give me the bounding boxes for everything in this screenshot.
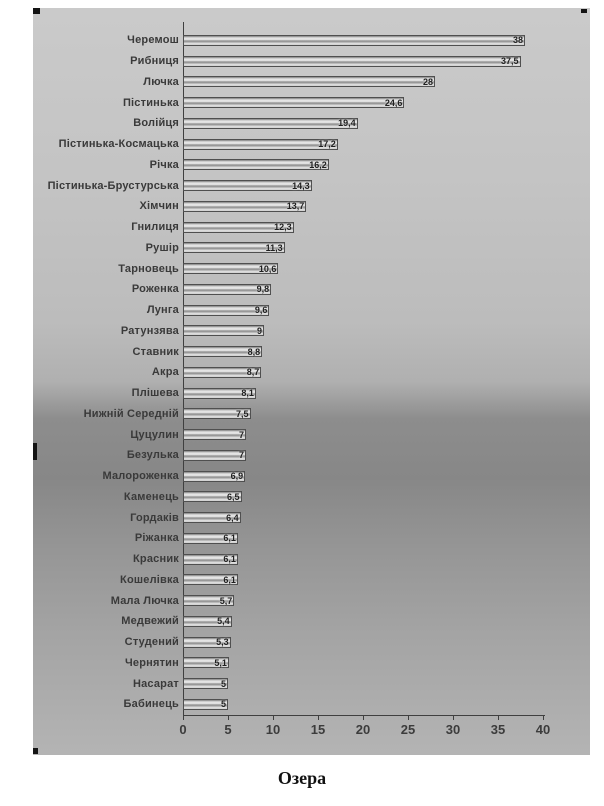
bar <box>183 56 521 67</box>
bar <box>183 97 404 108</box>
value-label: 6,1 <box>223 574 236 585</box>
bar-zone <box>183 35 545 46</box>
bar <box>183 242 285 253</box>
bar-zone <box>183 408 545 419</box>
bar <box>183 533 238 544</box>
bar-row <box>33 590 545 611</box>
bar-row <box>33 487 545 508</box>
category-label: Рушір <box>145 241 179 254</box>
value-label: 10,6 <box>258 263 277 274</box>
category-label: Безулька <box>126 449 179 462</box>
bar-zone <box>183 595 545 606</box>
bar-row <box>33 445 545 466</box>
bar <box>183 201 306 212</box>
category-label: Гнилиця <box>131 221 179 234</box>
bar <box>183 408 251 419</box>
bar-row <box>33 134 545 155</box>
bar-zone <box>183 263 545 274</box>
bar <box>183 284 271 295</box>
x-axis-line <box>183 715 545 716</box>
value-label: 13,7 <box>286 201 305 212</box>
bar-zone <box>183 512 545 523</box>
bar <box>183 305 269 316</box>
x-tick-label: 30 <box>445 722 461 737</box>
category-label: Пістинька <box>122 96 179 109</box>
bar-zone <box>183 637 545 648</box>
chart-caption: Озера <box>277 768 327 788</box>
value-label: 6,1 <box>223 533 236 544</box>
value-label: 9 <box>256 325 262 336</box>
x-tick <box>453 715 454 720</box>
value-label: 7 <box>238 429 244 440</box>
category-label: Лунга <box>146 304 179 317</box>
bar-row <box>33 51 545 72</box>
bar <box>183 429 246 440</box>
bar-row <box>33 549 545 570</box>
bar-row <box>33 383 545 404</box>
category-label: Пістинька-Космацька <box>58 138 179 151</box>
bar-row <box>33 632 545 653</box>
bar-row <box>33 362 545 383</box>
bar <box>183 388 256 399</box>
bar-row <box>33 570 545 591</box>
category-label: Кошелівка <box>120 573 179 586</box>
category-label: Гордаків <box>130 511 179 524</box>
value-label: 16,2 <box>309 159 327 170</box>
bar-zone <box>183 97 545 108</box>
bar-row <box>33 155 545 176</box>
x-tick <box>228 715 229 720</box>
value-label: 8,7 <box>246 367 260 378</box>
bar <box>183 471 245 482</box>
category-label: Ставник <box>132 345 179 358</box>
category-label: Роженка <box>131 283 179 296</box>
bar-zone <box>183 388 545 399</box>
x-tick <box>408 715 409 720</box>
bar-zone <box>183 284 545 295</box>
bar <box>183 699 228 710</box>
value-label: 7 <box>238 450 244 461</box>
bar-zone <box>183 471 545 482</box>
value-label: 6,5 <box>226 491 240 502</box>
bar <box>183 180 312 191</box>
scan-artifact <box>33 8 40 14</box>
bar-zone <box>183 616 545 627</box>
value-label: 5,1 <box>214 657 227 668</box>
bar <box>183 554 238 565</box>
bar-zone <box>183 325 545 336</box>
category-label: Нижній Середній <box>83 407 179 420</box>
bar <box>183 512 241 523</box>
bar <box>183 678 228 689</box>
value-label: 8,1 <box>241 388 254 399</box>
bar-row <box>33 175 545 196</box>
x-tick <box>498 715 499 720</box>
bar-row <box>33 72 545 93</box>
bar-row <box>33 611 545 632</box>
value-label: 5,3 <box>216 637 229 648</box>
bar-rows <box>33 30 545 715</box>
value-label: 12,3 <box>274 222 292 233</box>
x-tick-label: 5 <box>224 722 232 737</box>
bar-row <box>33 466 545 487</box>
category-label: Тарновець <box>118 262 179 275</box>
bar-zone <box>183 699 545 710</box>
bar <box>183 367 261 378</box>
bar-zone <box>183 367 545 378</box>
bar-zone <box>183 305 545 316</box>
category-label: Ратунзява <box>120 324 179 337</box>
category-label: Волійця <box>133 117 179 130</box>
x-tick-label: 40 <box>535 722 551 737</box>
value-label: 28 <box>422 76 433 87</box>
value-label: 11,3 <box>265 242 283 253</box>
bar <box>183 118 358 129</box>
bar-zone <box>183 118 545 129</box>
bar <box>183 616 232 627</box>
x-tick-label: 25 <box>400 722 416 737</box>
bar-row <box>33 300 545 321</box>
x-tick <box>183 715 184 720</box>
bar-zone <box>183 201 545 212</box>
bar-row <box>33 653 545 674</box>
x-tick-label: 0 <box>179 722 187 737</box>
category-label: Чернятин <box>124 656 179 669</box>
bar-zone <box>183 678 545 689</box>
value-label: 9,8 <box>256 284 270 295</box>
category-label: Ріжанка <box>134 532 179 545</box>
bar <box>183 491 242 502</box>
value-label: 6,1 <box>223 554 236 565</box>
bar-row <box>33 113 545 134</box>
chart-panel <box>33 8 590 755</box>
bar-row <box>33 673 545 694</box>
category-label: Плішева <box>131 387 179 400</box>
bar-zone <box>183 429 545 440</box>
category-label: Рибниця <box>130 55 179 68</box>
bar <box>183 325 264 336</box>
value-label: 37,5 <box>500 56 519 67</box>
scan-artifact <box>581 9 587 13</box>
scan-artifact <box>33 443 37 460</box>
bar-row <box>33 341 545 362</box>
value-label: 14,3 <box>292 180 310 191</box>
x-tick-label: 15 <box>310 722 326 737</box>
value-label: 5,4 <box>217 616 230 627</box>
category-label: Красник <box>133 553 179 566</box>
bar-zone <box>183 242 545 253</box>
value-label: 24,6 <box>384 97 403 108</box>
bar-row <box>33 507 545 528</box>
bar <box>183 346 262 357</box>
bar <box>183 637 231 648</box>
category-label: Цуцулин <box>130 428 179 441</box>
bar-row <box>33 424 545 445</box>
value-label: 7,5 <box>235 408 249 419</box>
bar-row <box>33 258 545 279</box>
bar-zone <box>183 657 545 668</box>
category-label: Малороженка <box>102 470 179 483</box>
x-tick <box>273 715 274 720</box>
category-label: Насарат <box>132 677 179 690</box>
value-label: 17,2 <box>318 139 336 150</box>
bar-row <box>33 404 545 425</box>
category-label: Пістинька-Брустурська <box>47 179 179 192</box>
bar-row <box>33 528 545 549</box>
x-tick-label: 20 <box>355 722 371 737</box>
bar-zone <box>183 180 545 191</box>
bar-zone <box>183 139 545 150</box>
bar <box>183 35 525 46</box>
bar-zone <box>183 222 545 233</box>
x-tick <box>543 715 544 720</box>
bar-row <box>33 92 545 113</box>
value-label: 6,4 <box>226 512 239 523</box>
bar-zone <box>183 346 545 357</box>
bar-row <box>33 30 545 51</box>
bar <box>183 450 246 461</box>
scan-artifact <box>33 748 38 754</box>
bar <box>183 159 329 170</box>
bar <box>183 595 234 606</box>
bar-row <box>33 279 545 300</box>
value-label: 5,7 <box>219 595 233 606</box>
bar-row <box>33 321 545 342</box>
bar-row <box>33 196 545 217</box>
bar-row <box>33 694 545 715</box>
bar-zone <box>183 450 545 461</box>
value-label: 6,9 <box>230 471 244 482</box>
value-label: 8,8 <box>247 346 261 357</box>
x-tick-label: 35 <box>490 722 506 737</box>
category-label: Студений <box>124 636 179 649</box>
bar-row <box>33 238 545 259</box>
category-label: Мала Лючка <box>110 594 179 607</box>
category-label: Бабинець <box>123 698 179 711</box>
category-label: Каменець <box>123 490 179 503</box>
bar <box>183 263 278 274</box>
bar-zone <box>183 533 545 544</box>
x-tick <box>363 715 364 720</box>
category-label: Акра <box>151 366 179 379</box>
bar <box>183 657 229 668</box>
x-tick <box>318 715 319 720</box>
bar-row <box>33 217 545 238</box>
category-label: Лючка <box>143 75 179 88</box>
bar-zone <box>183 159 545 170</box>
value-label: 5 <box>220 678 226 689</box>
bar-zone <box>183 76 545 87</box>
bar-zone <box>183 56 545 67</box>
value-label: 38 <box>512 35 523 46</box>
value-label: 9,6 <box>254 305 268 316</box>
value-label: 5 <box>220 699 226 710</box>
bar <box>183 222 294 233</box>
bar <box>183 76 435 87</box>
category-label: Черемош <box>127 34 179 47</box>
bar-zone <box>183 491 545 502</box>
category-label: Хімчин <box>139 200 179 213</box>
bar-zone <box>183 574 545 585</box>
bar-zone <box>183 554 545 565</box>
x-tick-label: 10 <box>265 722 281 737</box>
bar <box>183 574 238 585</box>
category-label: Медвежий <box>121 615 179 628</box>
category-label: Річка <box>149 158 179 171</box>
bar <box>183 139 338 150</box>
value-label: 19,4 <box>338 118 356 129</box>
